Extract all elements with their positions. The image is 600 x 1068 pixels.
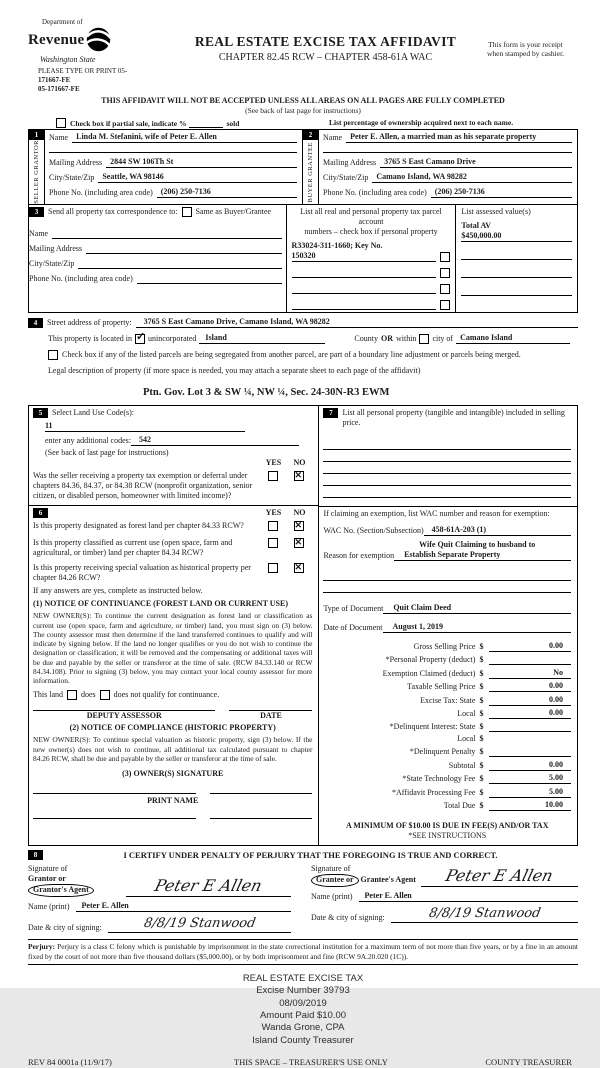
tax-computation-table bbox=[323, 641, 571, 811]
washington-state-label: Washington State bbox=[40, 54, 96, 64]
footer-rev-number: REV 84 0001a (11/9/17) bbox=[28, 1056, 112, 1067]
city-of-label: city of bbox=[432, 334, 454, 344]
corr-csz-label: City/State/Zip bbox=[29, 259, 75, 269]
tax-value: 10.00 bbox=[489, 800, 571, 811]
tax-row-excise-state bbox=[323, 695, 571, 706]
assessed-line-4 bbox=[461, 284, 572, 296]
stamp-excise-number: Excise Number 39793 bbox=[256, 985, 350, 997]
buyer-name-value: Peter E. Allen, a married man as his separate property bbox=[346, 132, 572, 143]
grantee-name-print-value: Peter E. Allen bbox=[359, 891, 578, 902]
grantee-signature-line bbox=[421, 866, 578, 887]
tax-label: *State Technology Fee bbox=[402, 774, 476, 784]
seller-name-line2 bbox=[49, 143, 297, 153]
tax-label: *Delinquent Interest: State bbox=[389, 721, 476, 731]
current-use-question: Is this property classified as current use (open space, farm and agricultural, or timber) land per chapter 84.34 RCW? bbox=[33, 538, 233, 558]
tax-row-exemption bbox=[323, 668, 571, 679]
seller-csz-label: City/State/Zip bbox=[49, 173, 95, 183]
this-land-label: This land bbox=[33, 690, 63, 700]
street-address-value: 3765 S East Camano Drive, Camano Island, WA 98282 bbox=[136, 317, 578, 328]
seller-side-2: GRANTOR bbox=[32, 140, 40, 176]
buyer-side-1: BUYER bbox=[306, 178, 314, 203]
exemption-section bbox=[319, 507, 577, 845]
tax-value: 0.00 bbox=[489, 708, 571, 719]
dollar-sign: $ bbox=[479, 734, 484, 744]
buyer-box bbox=[303, 130, 577, 204]
corr-csz-line bbox=[78, 268, 281, 269]
section-6-number: 6 bbox=[33, 508, 48, 518]
tax-value bbox=[489, 735, 571, 744]
tax-label: Subtotal bbox=[448, 760, 476, 770]
see-back-note-2: (See back of last page for instructions) bbox=[45, 448, 169, 458]
grantee-date-city-line bbox=[391, 906, 578, 923]
please-type-note bbox=[38, 67, 178, 94]
buyer-side-label bbox=[307, 142, 314, 203]
historical-question: Is this property receiving special valuation as historical property per chapter 84.26 RCW? bbox=[33, 563, 251, 583]
grantor-date-city-label: Date & city of signing: bbox=[28, 923, 102, 933]
tax-label: Local bbox=[457, 734, 476, 744]
exemption-extra-line-2 bbox=[323, 581, 571, 593]
parcel-header-1: List all real and personal property tax parcel account bbox=[300, 207, 442, 227]
sec6-yes-header: YES bbox=[265, 508, 282, 518]
dollar-sign: $ bbox=[479, 695, 484, 705]
tax-row-delinq-penalty bbox=[323, 747, 571, 757]
property-address-section bbox=[28, 317, 578, 399]
partial-sale-percent-line bbox=[189, 127, 223, 128]
seller-csz-value: Seattle, WA 98146 bbox=[98, 172, 297, 183]
assessed-line-2 bbox=[461, 248, 572, 260]
owner-signature-line-2 bbox=[210, 793, 312, 794]
land-use-label: Select Land Use Code(s): bbox=[52, 408, 134, 418]
section-8-number: 8 bbox=[28, 850, 43, 860]
dollar-sign: $ bbox=[479, 682, 484, 692]
tax-label: *Delinquent Penalty bbox=[409, 747, 476, 757]
section-3-number: 3 bbox=[29, 207, 44, 217]
tax-value: 5.00 bbox=[489, 773, 571, 784]
stamp-amount-paid: Amount Paid $10.00 bbox=[259, 1009, 347, 1021]
tax-row-gross bbox=[323, 641, 571, 652]
section-4-number: 4 bbox=[28, 318, 43, 328]
buyer-name-label: Name bbox=[323, 133, 343, 143]
tax-label: Exemption Claimed (deduct) bbox=[382, 668, 476, 678]
corr-address-line bbox=[86, 253, 281, 254]
grantor-signature-block bbox=[28, 864, 303, 933]
seller-exemption-question: Was the seller receiving a property tax exemption or deferral under chapters 84.36, 84.37, or 84.38 RCW (nonprofit organization, senior citizen, or disabled person, homeowner with limited income)? bbox=[33, 471, 253, 501]
dollar-sign: $ bbox=[479, 642, 484, 652]
tax-row-processing-fee bbox=[323, 787, 571, 798]
tax-value: No bbox=[489, 668, 571, 679]
seller-phone-value: (206) 250-7136 bbox=[157, 187, 297, 198]
grantor-signature-value: Peter E Allen bbox=[153, 876, 265, 896]
segregated-checkbox bbox=[48, 350, 58, 360]
form-code-2: 05-171667-FE bbox=[38, 84, 80, 93]
tax-row-subtotal bbox=[323, 760, 571, 771]
wac-number-value: 458-61A-203 (1) bbox=[424, 525, 571, 536]
owners-signature-title: (3) OWNER(S) SIGNATURE bbox=[122, 769, 224, 779]
grantee-name-print-label: Name (print) bbox=[311, 892, 353, 902]
unincorporated-checkbox bbox=[135, 334, 145, 344]
land-use-code-value: 11 bbox=[45, 421, 245, 432]
tax-row-tech-fee bbox=[323, 773, 571, 784]
parcel-key-value: 150320 bbox=[292, 251, 437, 262]
assessed-values-header: List assessed value(s) bbox=[461, 207, 531, 217]
parcel-header bbox=[292, 207, 451, 237]
revenue-wordmark: Revenue bbox=[28, 32, 85, 49]
located-in-label: This property is located in bbox=[48, 334, 132, 344]
grantee-sig-label-1: Signature of bbox=[311, 864, 351, 874]
receipt-note bbox=[473, 18, 578, 59]
buyer-address-label: Mailing Address bbox=[323, 158, 377, 168]
county-label: County bbox=[354, 334, 378, 344]
dollar-sign: $ bbox=[479, 668, 484, 678]
partial-sale-sold: sold bbox=[226, 119, 240, 129]
acceptance-warning: THIS AFFIDAVIT WILL NOT BE ACCEPTED UNLESS ALL AREAS ON ALL PAGES ARE FULLY COMPLETED bbox=[101, 96, 505, 106]
notice-compliance-body: NEW OWNER(S): To continue special valuation as historic property, sign (3) below. If the new owner(s) does not wish to continue, all additional tax calculated pursuant to chapter 84.26 RCW, shall be due and payable by the seller or transferor at the time of sale. bbox=[33, 735, 313, 763]
parcel-4-line bbox=[292, 309, 437, 310]
send-correspondence-label: Send all property tax correspondence to: bbox=[48, 207, 178, 217]
perjury-notice bbox=[28, 939, 578, 965]
tax-value: 0.00 bbox=[489, 641, 571, 652]
additional-codes-value: 542 bbox=[131, 435, 299, 446]
assessed-total-av-value: $450,000.00 bbox=[461, 231, 572, 242]
see-back-note: (See back of last page for instructions) bbox=[245, 106, 361, 116]
form-code-1: 171667-FE bbox=[38, 75, 71, 84]
section-5-number: 5 bbox=[33, 408, 48, 418]
grantor-date-city-value: 8/8/19 Stanwood bbox=[142, 916, 257, 932]
footer-county-treasurer: COUNTY TREASURER bbox=[485, 1056, 572, 1067]
pp-line-5 bbox=[323, 486, 571, 498]
perjury-bold-label: Perjury: bbox=[28, 942, 56, 952]
doc-type-value: Quit Claim Deed bbox=[383, 603, 571, 614]
tax-label: Excise Tax: State bbox=[420, 695, 476, 705]
pp-line-4 bbox=[323, 474, 571, 486]
pp-line-1 bbox=[323, 438, 571, 450]
county-value: Island bbox=[199, 333, 325, 344]
perjury-text: Perjury is a class C felony which is punishable by imprisonment in the state correctional institution for a maximum term of not more than five years, or by a fine in an amount fixed by the court of not more than five thousand dollars ($5,000.00), or by both imprisonment and fine (RCW 9A.20.020 (1C)). bbox=[28, 942, 578, 961]
exemption-extra-line-1 bbox=[323, 569, 571, 581]
stamp-treasurer-title: Island County Treasurer bbox=[252, 1034, 354, 1046]
does-label: does bbox=[81, 690, 96, 700]
minimum-due-note: A MINIMUM OF $10.00 IS DUE IN FEE(S) AND/OR TAX bbox=[345, 821, 549, 831]
forest-land-question: Is this property designated as forest land per chapter 84.33 RCW? bbox=[33, 521, 244, 531]
stamp-date: 08/09/2019 bbox=[279, 997, 327, 1009]
notice-continuance-title: (1) NOTICE OF CONTINUANCE (FOREST LAND OR CURRENT USE) bbox=[33, 599, 288, 609]
grantor-agent-oval: Grantor's Agent bbox=[28, 884, 94, 897]
or-label: OR bbox=[380, 334, 393, 344]
buyer-phone-label: Phone No. (including area code) bbox=[323, 188, 427, 198]
partial-sale-checkbox bbox=[56, 118, 66, 128]
tax-label: Local bbox=[457, 709, 476, 719]
grantor-name-print-value: Peter E. Allen bbox=[76, 901, 291, 912]
sec6-no-header: NO bbox=[293, 508, 306, 518]
tax-label: *Personal Property (deduct) bbox=[385, 654, 476, 664]
tax-row-delinq-interest-local bbox=[323, 734, 571, 744]
dollar-sign: $ bbox=[479, 801, 484, 811]
parcel-3-personal-checkbox bbox=[440, 284, 450, 294]
if-yes-note: If any answers are yes, complete as instructed below. bbox=[33, 586, 203, 596]
receipt-note-line1: This form is your receipt bbox=[488, 40, 563, 49]
receipt-note-line2: when stamped by cashier. bbox=[486, 49, 565, 59]
tax-row-excise-local bbox=[323, 708, 571, 719]
forest-land-section bbox=[29, 506, 318, 823]
tax-value: 5.00 bbox=[489, 787, 571, 798]
print-name-label: PRINT NAME bbox=[147, 796, 199, 806]
tax-label: Total Due bbox=[443, 801, 476, 811]
pp-line-2 bbox=[323, 450, 571, 462]
seller-phone-label: Phone No. (including area code) bbox=[49, 188, 153, 198]
tax-value: 0.00 bbox=[489, 760, 571, 771]
tax-row-personal bbox=[323, 655, 571, 665]
unincorporated-label: unincorporated bbox=[147, 334, 197, 344]
left-column bbox=[29, 406, 319, 845]
grantor-date-city-line bbox=[108, 916, 291, 933]
seller-side-1: SELLER bbox=[32, 177, 40, 205]
exemption-reason-line1: Wife Quit Claiming to husband to bbox=[419, 540, 536, 550]
additional-codes-label: enter any additional codes: bbox=[45, 436, 131, 446]
stamp-title: REAL ESTATE EXCISE TAX bbox=[242, 972, 364, 984]
doc-type-label: Type of Document bbox=[323, 604, 384, 614]
tax-value: 0.00 bbox=[489, 695, 571, 706]
grantee-date-city-label: Date & city of signing: bbox=[311, 913, 385, 923]
tax-value bbox=[489, 722, 571, 732]
corr-phone-label: Phone No. (including area code) bbox=[29, 274, 133, 284]
grantor-sig-label-2: Grantor or bbox=[28, 874, 66, 884]
tax-row-total-due bbox=[323, 800, 571, 811]
tax-label: *Affidavit Processing Fee bbox=[392, 787, 476, 797]
tax-value: 0.00 bbox=[489, 681, 571, 692]
parcel-number-value: R33024-311-1660; Key No. bbox=[291, 241, 383, 251]
buyer-name-line2 bbox=[323, 143, 572, 153]
parcel-1-personal-checkbox bbox=[440, 252, 450, 262]
tax-value bbox=[489, 747, 571, 757]
grantor-sig-label-1: Signature of bbox=[28, 864, 68, 874]
please-type-text: PLEASE TYPE OR PRINT 05- bbox=[38, 66, 128, 75]
seller-side-label bbox=[33, 140, 40, 204]
dollar-sign: $ bbox=[479, 774, 484, 784]
seller-name-label: Name bbox=[49, 133, 69, 143]
grantor-sig-label bbox=[28, 864, 126, 897]
tax-label: Taxable Selling Price bbox=[407, 682, 476, 692]
parcel-4-personal-checkbox bbox=[440, 300, 450, 310]
q1-yes-checkbox bbox=[268, 521, 278, 531]
tax-row-delinq-interest-state bbox=[323, 722, 571, 732]
tax-value bbox=[489, 655, 571, 665]
assessed-total-av-label: Total AV bbox=[461, 221, 491, 231]
form-header bbox=[28, 18, 578, 94]
dollar-sign: $ bbox=[479, 760, 484, 770]
form-subtitle: CHAPTER 82.45 RCW – CHAPTER 458-61A WAC bbox=[218, 51, 433, 63]
seller-address-value: 2844 SW 106Th St bbox=[106, 157, 297, 168]
main-columns bbox=[28, 405, 578, 846]
parties-section bbox=[28, 129, 578, 204]
form-footer bbox=[28, 1057, 578, 1068]
see-instructions-note: *SEE INSTRUCTIONS bbox=[408, 831, 487, 841]
section-1-number: 1 bbox=[29, 130, 44, 140]
buyer-csz-label: City/State/Zip bbox=[323, 173, 369, 183]
dollar-sign: $ bbox=[479, 654, 484, 664]
within-label: within bbox=[395, 334, 417, 344]
pp-line-3 bbox=[323, 462, 571, 474]
assessor-date-label: DATE bbox=[260, 711, 282, 721]
corr-name-label: Name bbox=[29, 229, 49, 239]
land-use-section bbox=[29, 406, 318, 506]
dollar-sign: $ bbox=[479, 787, 484, 797]
grantee-signature-value: Peter E Allen bbox=[444, 866, 556, 886]
corr-phone-line bbox=[137, 283, 282, 284]
claiming-exemption-label: If claiming an exemption, list WAC number and reason for exemption: bbox=[323, 509, 550, 519]
parcel-2-personal-checkbox bbox=[440, 268, 450, 278]
buyer-address-value: 3765 S East Camano Drive bbox=[380, 157, 572, 168]
tax-correspondence-section bbox=[28, 204, 578, 313]
dollar-sign: $ bbox=[479, 721, 484, 731]
exemption-reason-line2: Establish Separate Property bbox=[394, 550, 571, 561]
notice-continuance-body: NEW OWNER(S): To continue the current designation as forest land or classification as current use (open space, farm and agriculture, or timber) land, you must sign on (3) below. The county assessor must then determine if the land transferred continues to qualify and will indicate by signing below. If the land no longer qualifies or you do not wish to continue the designation or classification, it will be removed and the compensating or additional taxes will be due and payable by the seller or transferor at the time of sale. (RCW 84.33.140 or RCW 84.34.108). Prior to signing (3) below, you may contact your local county assessor for more information. bbox=[33, 611, 313, 686]
treasurer-stamp bbox=[28, 973, 578, 1047]
parcel-header-2: numbers – check box if personal property bbox=[304, 227, 438, 237]
tax-row-taxable bbox=[323, 681, 571, 692]
section-2-number: 2 bbox=[303, 130, 318, 140]
q3-yes-checkbox bbox=[268, 563, 278, 573]
stamp-treasurer-name: Wanda Grone, CPA bbox=[261, 1022, 345, 1034]
legal-description-value: Ptn. Gov. Lot 3 & SW ¼, NW ¼, Sec. 24-30N-R3 EWM bbox=[143, 387, 390, 399]
tax-label: Gross Selling Price bbox=[413, 642, 476, 652]
does-not-checkbox bbox=[100, 690, 110, 700]
q2-yes-checkbox bbox=[268, 538, 278, 548]
sec5-yes-checkbox bbox=[268, 471, 278, 481]
city-checkbox bbox=[419, 334, 429, 344]
seller-address-label: Mailing Address bbox=[49, 158, 103, 168]
dollar-sign: $ bbox=[479, 709, 484, 719]
print-name-line-1 bbox=[33, 818, 196, 819]
street-address-label: Street address of property: bbox=[47, 318, 132, 328]
segregated-label: Check box if any of the listed parcels are being segregated from another parcel, are part of a boundary line adjustment or parcels being merged. bbox=[62, 350, 521, 360]
right-column bbox=[319, 406, 577, 845]
grantee-sig-label-3: Grantee's Agent bbox=[360, 875, 416, 885]
seller-box bbox=[29, 130, 303, 204]
does-not-label: does not qualify for continuance. bbox=[113, 690, 220, 700]
corr-name-line bbox=[52, 238, 281, 239]
doc-date-value: August 1, 2019 bbox=[383, 622, 571, 633]
assessed-line-3 bbox=[461, 266, 572, 278]
grantor-name-print-label: Name (print) bbox=[28, 902, 70, 912]
exemption-reason-label: Reason for exemption bbox=[323, 551, 395, 561]
form-title: REAL ESTATE EXCISE TAX AFFIDAVIT bbox=[194, 34, 457, 49]
grantee-signature-block bbox=[303, 864, 578, 933]
q2-no-checkbox bbox=[294, 538, 304, 548]
section-7-number: 7 bbox=[323, 408, 338, 418]
same-as-buyer-checkbox bbox=[182, 207, 192, 217]
does-checkbox bbox=[67, 690, 77, 700]
revenue-swirl-icon bbox=[86, 27, 111, 55]
grantee-sig-label bbox=[311, 864, 421, 887]
corr-address-label: Mailing Address bbox=[29, 244, 83, 254]
buyer-side-2: GRANTEE bbox=[306, 142, 314, 176]
sec5-no-header: NO bbox=[293, 458, 306, 468]
dollar-sign: $ bbox=[479, 747, 484, 757]
seller-name-value: Linda M. Stefanini, wife of Peter E. Allen bbox=[72, 132, 297, 143]
q1-no-checkbox bbox=[294, 521, 304, 531]
print-name-line-2 bbox=[210, 818, 312, 819]
q3-no-checkbox bbox=[294, 563, 304, 573]
buyer-csz-value: Camano Island, WA 98282 bbox=[372, 172, 572, 183]
certify-statement: I CERTIFY UNDER PENALTY OF PERJURY THAT THE FOREGOING IS TRUE AND CORRECT. bbox=[123, 850, 498, 861]
owner-signature-line-1 bbox=[33, 793, 196, 794]
same-as-buyer-label: Same as Buyer/Grantee bbox=[195, 207, 272, 217]
sec5-no-checkbox bbox=[294, 471, 304, 481]
partial-sale-label: Check box if partial sale, indicate % bbox=[70, 119, 187, 129]
wac-number-label: WAC No. (Section/Subsection) bbox=[323, 526, 424, 536]
parcel-3-line bbox=[292, 293, 437, 294]
dor-logo-block bbox=[28, 18, 178, 94]
footer-treasurer-space: THIS SPACE – TREASURER'S USE ONLY bbox=[233, 1056, 388, 1067]
buyer-phone-value: (206) 250-7136 bbox=[431, 187, 572, 198]
deputy-assessor-label: DEPUTY ASSESSOR bbox=[86, 711, 162, 721]
parcel-2-line bbox=[292, 277, 437, 278]
sec5-yes-header: YES bbox=[265, 458, 282, 468]
city-value: Camano Island bbox=[456, 333, 570, 344]
grantee-date-city-value: 8/8/19 Stanwood bbox=[427, 906, 542, 922]
doc-date-label: Date of Document bbox=[323, 623, 383, 633]
legal-description-label: Legal description of property (if more space is needed, you may attach a separate sheet to each page of the affidavit) bbox=[48, 366, 421, 376]
ownership-percent-note: List percentage of ownership acquired next to each name. bbox=[329, 118, 514, 128]
certification-section bbox=[28, 850, 578, 861]
grantee-or-oval: Grantee or bbox=[311, 874, 359, 887]
grantor-signature-line bbox=[126, 876, 291, 897]
personal-property-label: List all personal property (tangible and intangible) included in selling price. bbox=[342, 408, 565, 428]
dept-of-label: Department of bbox=[42, 18, 83, 26]
notice-compliance-title: (2) NOTICE OF COMPLIANCE (HISTORIC PROPERTY) bbox=[69, 723, 276, 733]
personal-property-section bbox=[319, 406, 577, 507]
